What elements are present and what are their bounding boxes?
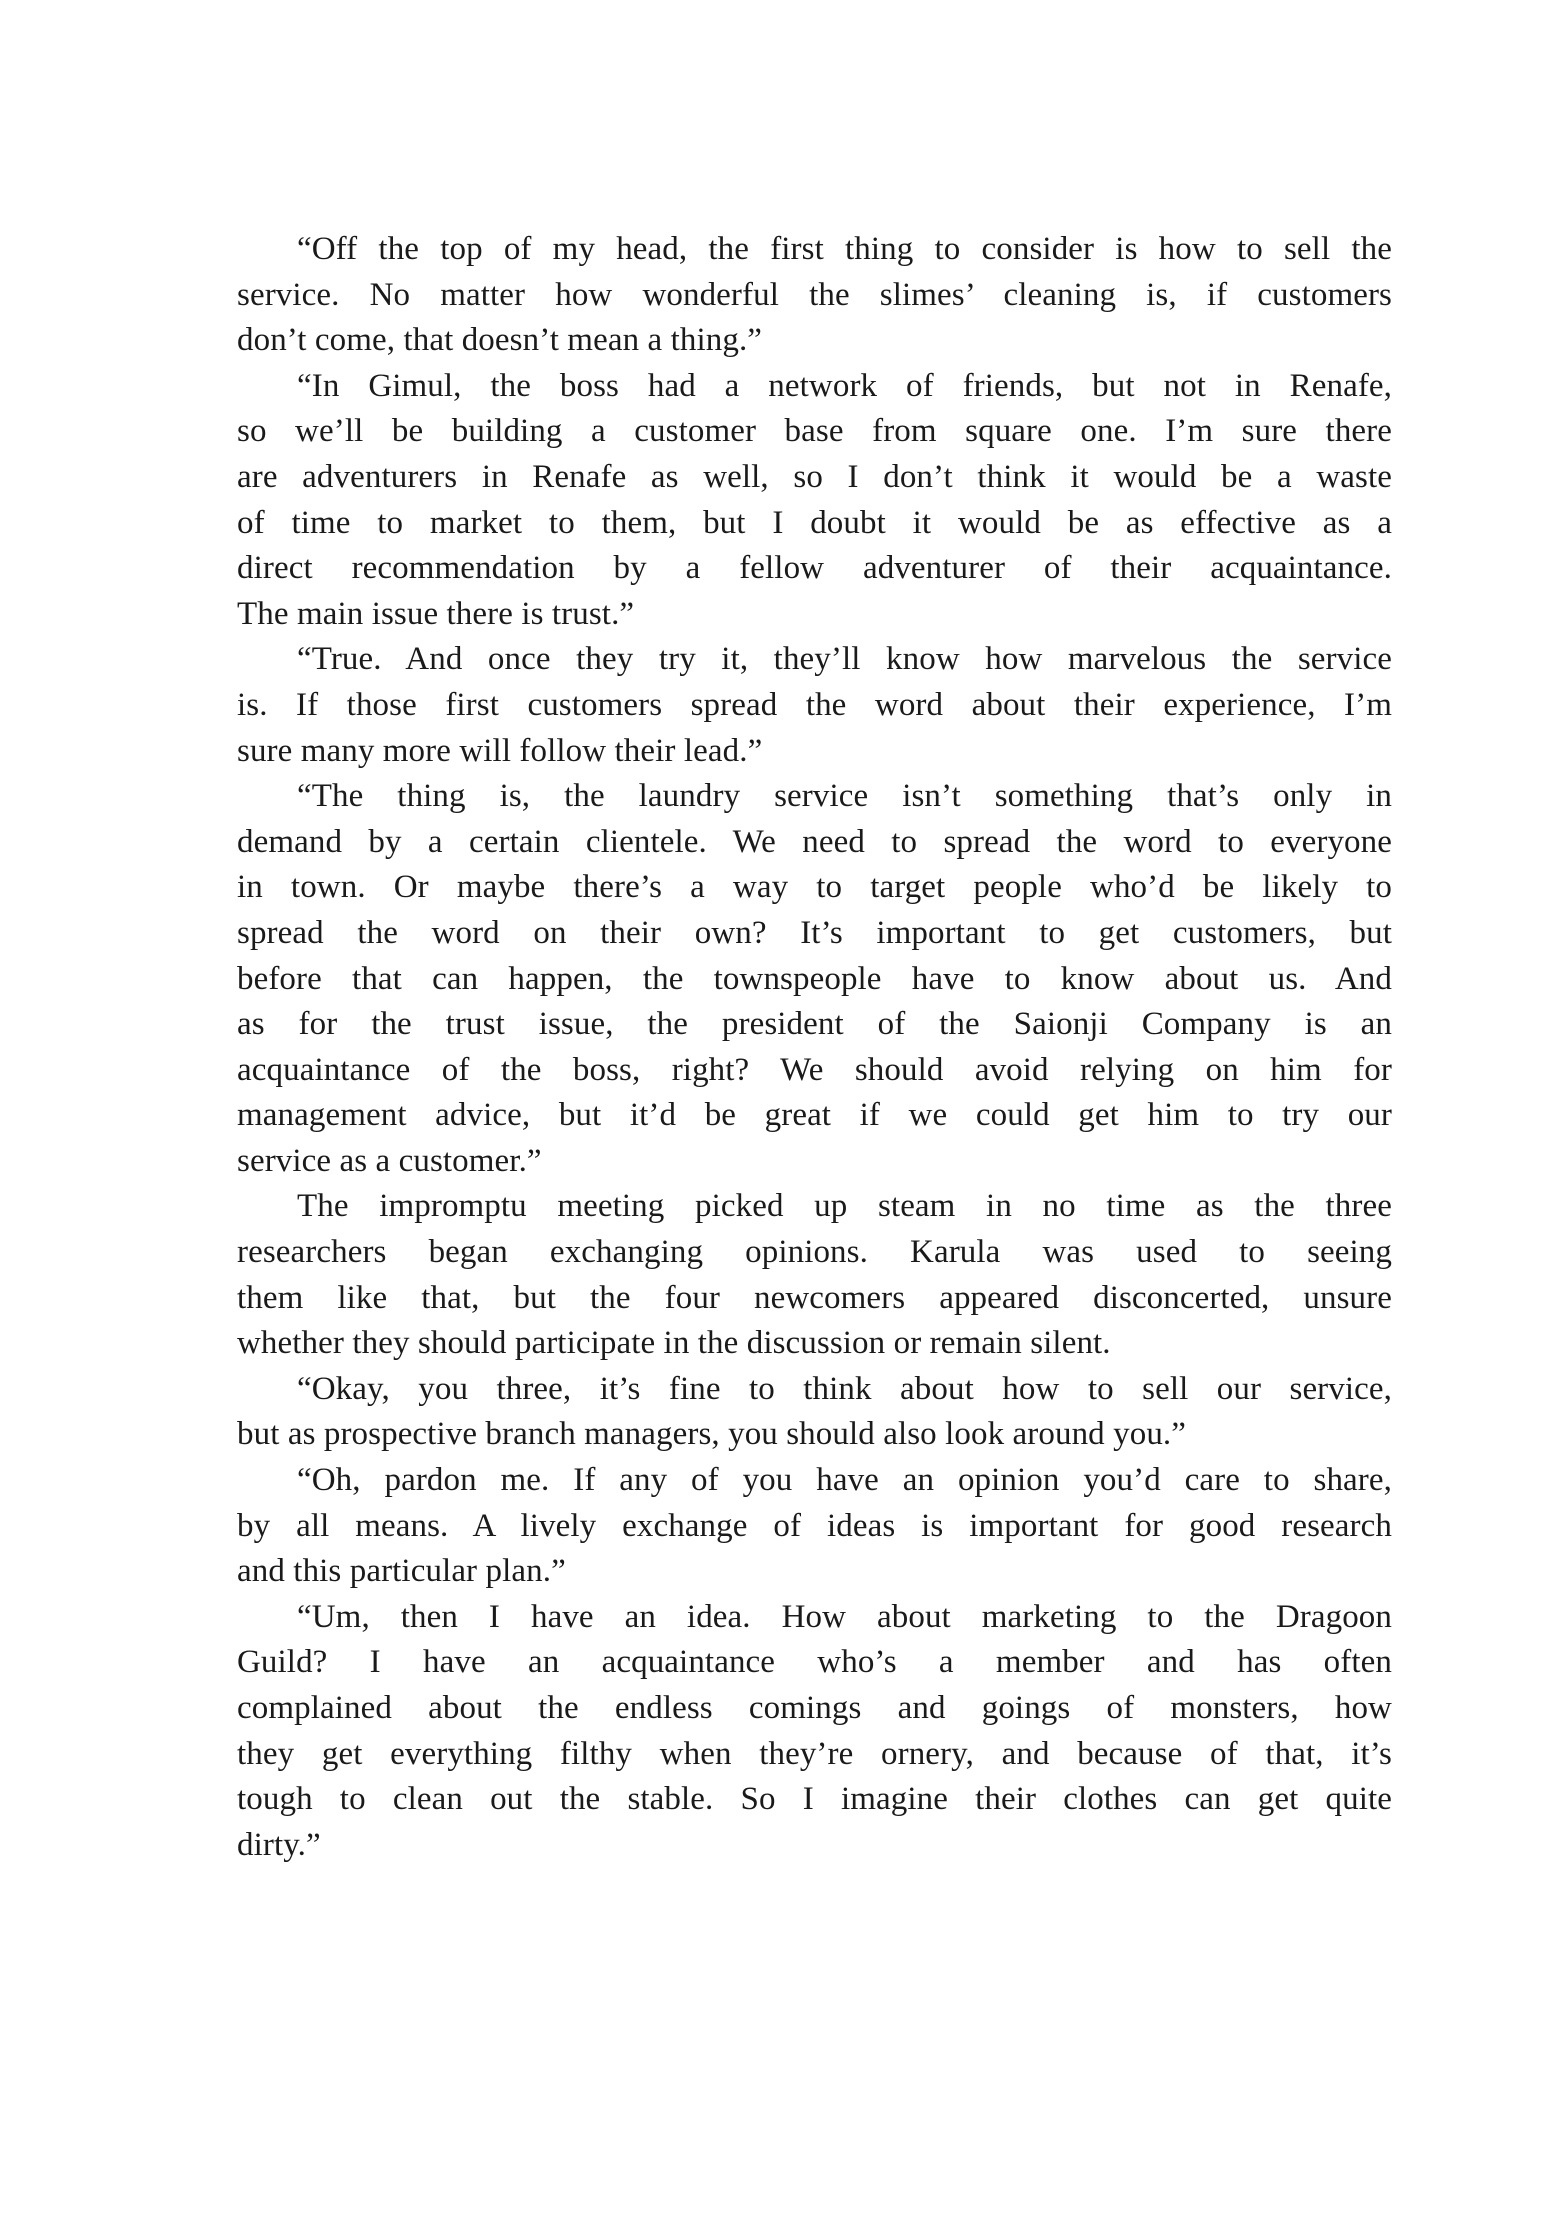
text-line: in town. Or maybe there’s a way to target people who’d be likely to	[237, 869, 1392, 906]
text-line: sure many more will follow their lead.”	[237, 732, 763, 769]
text-line: as for the trust issue, the president of the Saionji Company is an	[237, 1006, 1392, 1043]
text-line: is. If those first customers spread the word about their experience, I’m	[237, 686, 1392, 723]
text-line: service. No matter how wonderful the slimes’ cleaning is, if customers	[237, 276, 1392, 313]
text-line: them like that, but the four newcomers appeared disconcerted, unsure	[237, 1279, 1392, 1316]
text-line: “The thing is, the laundry service isn’t something that’s only in	[297, 778, 1392, 815]
paragraph-2	[237, 364, 1392, 638]
paragraph-7	[237, 1458, 1392, 1595]
paragraph-8	[237, 1595, 1392, 1869]
text-line: don’t come, that doesn’t mean a thing.”	[237, 322, 763, 359]
body-text	[237, 227, 1392, 1868]
text-line: researchers began exchanging opinions. Karula was used to seeing	[237, 1234, 1392, 1271]
paragraph-4	[237, 774, 1392, 1184]
text-line: Guild? I have an acquaintance who’s a member and has often	[237, 1644, 1392, 1681]
text-line: complained about the endless comings and goings of monsters, how	[237, 1690, 1392, 1726]
paragraph-3	[237, 637, 1392, 774]
text-line: spread the word on their own? It’s important to get customers, but	[237, 914, 1392, 951]
text-line: whether they should participate in the discussion or remain silent.	[237, 1325, 1111, 1362]
text-line: direct recommendation by a fellow adventurer of their acquaintance.	[237, 550, 1392, 587]
text-line: dirty.”	[237, 1826, 321, 1863]
text-line: before that can happen, the townspeople have to know about us. And	[237, 960, 1392, 997]
text-line: are adventurers in Renafe as well, so I don’t think it would be a waste	[237, 458, 1392, 495]
text-line: they get everything filthy when they’re ornery, and because of that, it’s	[237, 1735, 1392, 1772]
text-line: management advice, but it’d be great if we could get him to try our	[237, 1097, 1392, 1134]
paragraph-5	[237, 1184, 1392, 1366]
paragraph-6	[237, 1367, 1392, 1458]
text-line: and this particular plan.”	[237, 1553, 566, 1590]
text-line: “In Gimul, the boss had a network of friends, but not in Renafe,	[297, 367, 1392, 404]
text-line: of time to market to them, but I doubt it would be as effective as a	[237, 504, 1392, 541]
text-line: acquaintance of the boss, right? We should avoid relying on him for	[237, 1051, 1392, 1088]
text-line: tough to clean out the stable. So I imagine their clothes can get quite	[237, 1781, 1392, 1818]
text-line: but as prospective branch managers, you should also look around you.”	[237, 1416, 1187, 1453]
text-line: service as a customer.”	[237, 1142, 542, 1179]
text-line: “True. And once they try it, they’ll know how marvelous the service	[297, 641, 1392, 678]
text-line: “Um, then I have an idea. How about marketing to the Dragoon	[297, 1598, 1392, 1635]
text-line: demand by a certain clientele. We need to spread the word to everyone	[237, 823, 1392, 860]
text-line: The main issue there is trust.”	[237, 595, 635, 632]
text-line: so we’ll be building a customer base from square one. I’m sure there	[237, 413, 1392, 450]
text-line: “Off the top of my head, the first thing to consider is how to sell the	[297, 231, 1392, 267]
text-line: The impromptu meeting picked up steam in no time as the three	[297, 1188, 1392, 1225]
paragraph-1	[237, 227, 1392, 364]
text-line: “Okay, you three, it’s fine to think about how to sell our service,	[297, 1370, 1392, 1407]
text-line: “Oh, pardon me. If any of you have an opinion you’d care to share,	[297, 1462, 1392, 1499]
text-line: by all means. A lively exchange of ideas is important for good research	[237, 1507, 1392, 1544]
